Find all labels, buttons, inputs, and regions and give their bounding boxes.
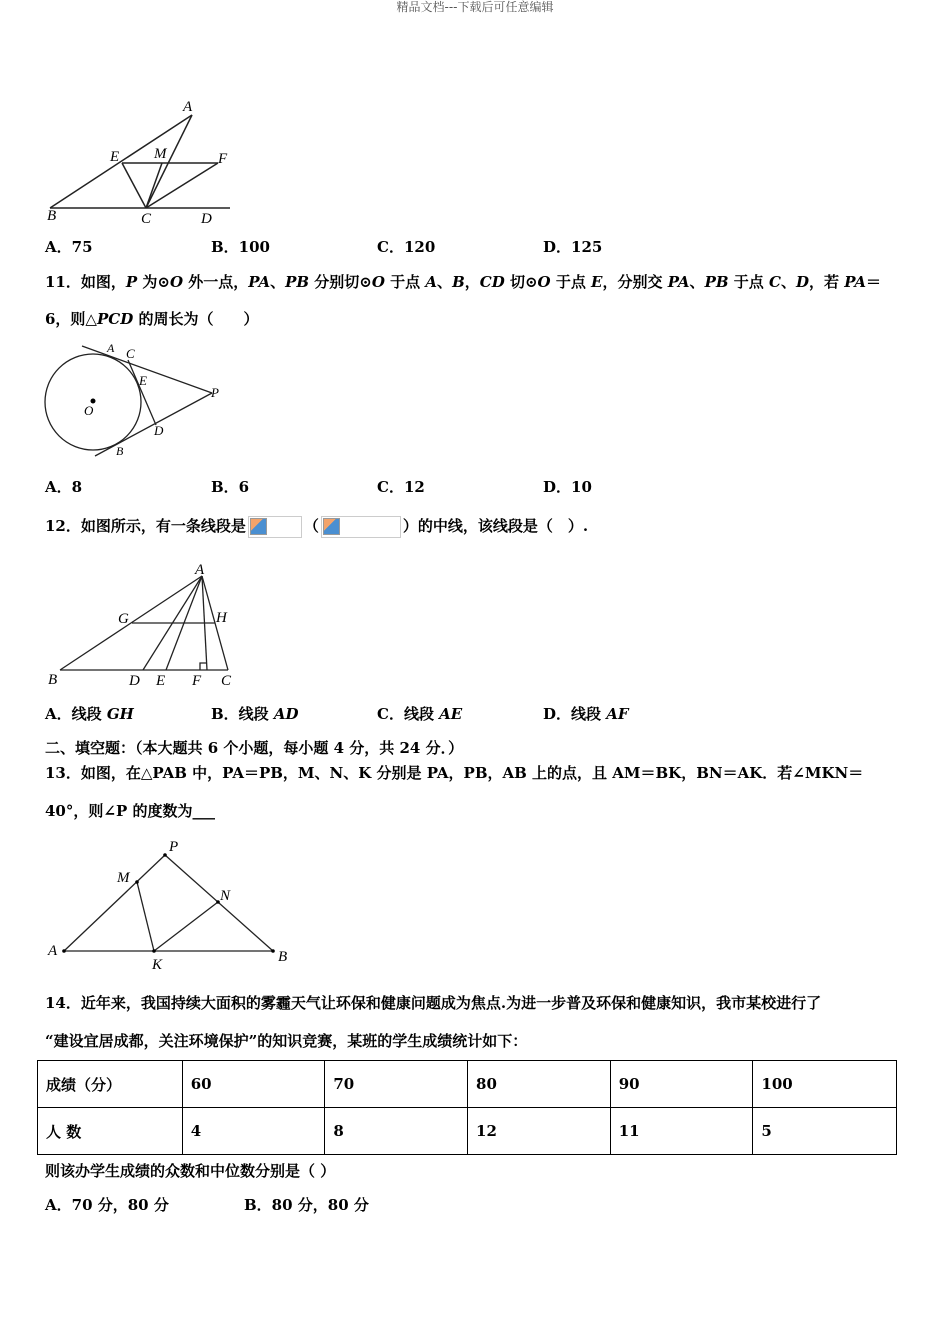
table-cell: 8 [325, 1108, 468, 1155]
q10-option-b[interactable]: B．100 [211, 238, 270, 256]
q12-label-f: F [192, 673, 202, 689]
q14-stem-line2: “建设宜居成都，关注环境保护”的知识竞赛，某班的学生成绩统计如下： [45, 1032, 528, 1050]
q12-option-c[interactable]: C．线段 AE [377, 705, 463, 723]
page-header: 精品文档---下载后可任意编辑 [396, 0, 554, 14]
q11-figure [40, 338, 230, 463]
q11-label-d: D [154, 423, 164, 438]
q12-label-e: E [156, 673, 166, 689]
q10-label-c: C [141, 211, 152, 227]
q12-label-d: D [129, 673, 140, 689]
table-cell: 80 [468, 1061, 611, 1108]
q11-option-c[interactable]: C．12 [377, 478, 425, 496]
table-cell: 12 [468, 1108, 611, 1155]
q14-option-a[interactable]: A．70 分，80 分 [45, 1196, 169, 1214]
q13-figure [40, 835, 300, 975]
q12-label-g: G [118, 611, 129, 627]
q11-label-c: C [126, 346, 135, 361]
q11-stem-line1: 11．如图，P 为⊙O 外一点，PA、PB 分别切⊙O 于点 A、B，CD 切⊙O 于点 E，分别交 PA、PB 于点 C、D，若 PA＝ [45, 273, 882, 291]
q12-option-b[interactable]: B．线段 AD [211, 705, 299, 723]
q10-label-e: E [110, 149, 120, 165]
q11-option-a[interactable]: A．8 [45, 478, 83, 496]
q10-label-m: M [154, 146, 167, 162]
q12-option-d[interactable]: D．线段 AF [543, 705, 629, 723]
q12-label-a: A [195, 562, 205, 578]
table-cell: 5 [753, 1108, 897, 1155]
q13-label-m: M [117, 870, 130, 886]
q13-label-p: P [169, 839, 179, 855]
section-heading: 二、填空题：（本大题共 6 个小题，每小题 4 分，共 24 分．） [45, 739, 464, 757]
q11-option-d[interactable]: D．10 [543, 478, 592, 496]
broken-image-icon [321, 516, 401, 538]
table-cell: 11 [610, 1108, 753, 1155]
table-cell: 成绩（分） [38, 1061, 183, 1108]
q12-label-c: C [221, 673, 232, 689]
broken-image-icon [248, 516, 302, 538]
q14-option-b[interactable]: B．80 分，80 分 [244, 1196, 369, 1214]
q12-stem: 12．如图所示，有一条线段是 （ ）的中线，该线段是（ ）. [45, 513, 588, 539]
table-cell: 90 [610, 1061, 753, 1108]
q13-label-a: A [48, 943, 58, 959]
q11-label-a: A [107, 341, 115, 355]
q12-label-h: H [216, 610, 227, 626]
table-cell: 4 [182, 1108, 325, 1155]
q13-stem-line1: 13．如图，在△PAB 中，PA＝PB，M、N、K 分别是 PA，PB，AB 上的点，且 AM＝BK，BN＝AK．若∠MKN＝ [45, 764, 864, 782]
q11-label-e: E [139, 373, 147, 388]
q14-question: 则该办学生成绩的众数和中位数分别是（ ） [45, 1162, 336, 1180]
q11-option-b[interactable]: B．6 [211, 478, 250, 496]
table-cell: 60 [182, 1061, 325, 1108]
q10-figure [40, 95, 240, 230]
q10-label-f: F [218, 151, 228, 167]
q11-label-o: O [84, 403, 94, 418]
q10-option-c[interactable]: C．120 [377, 238, 436, 256]
table-row [38, 1061, 897, 1108]
q10-label-b: B [47, 208, 57, 224]
q11-label-p: P [211, 385, 219, 400]
q11-label-b: B [116, 444, 124, 458]
q13-stem-line2: 40°，则∠P 的度数为___ [45, 802, 215, 820]
q12-label-b: B [48, 672, 58, 688]
table-cell: 70 [325, 1061, 468, 1108]
table-row [38, 1108, 897, 1155]
q10-label-a: A [183, 99, 193, 115]
q10-option-a[interactable]: A．75 [45, 238, 93, 256]
q13-label-b: B [278, 949, 288, 965]
table-cell: 100 [753, 1061, 897, 1108]
q13-label-n: N [220, 888, 231, 904]
q12-figure [40, 560, 250, 690]
q12-option-a[interactable]: A．线段 GH [45, 705, 134, 723]
q13-label-k: K [152, 957, 163, 973]
q10-label-d: D [201, 211, 212, 227]
q14-stem-line1: 14．近年来，我国持续大面积的雾霾天气让环保和健康问题成为焦点.为进一步普及环保和健康知识，我市某校进行了 [45, 994, 822, 1012]
q11-stem-line2: 6，则△PCD 的周长为（ ） [45, 310, 259, 328]
q10-option-d[interactable]: D．125 [543, 238, 603, 256]
table-cell: 人 数 [38, 1108, 183, 1155]
score-table [37, 1060, 897, 1155]
